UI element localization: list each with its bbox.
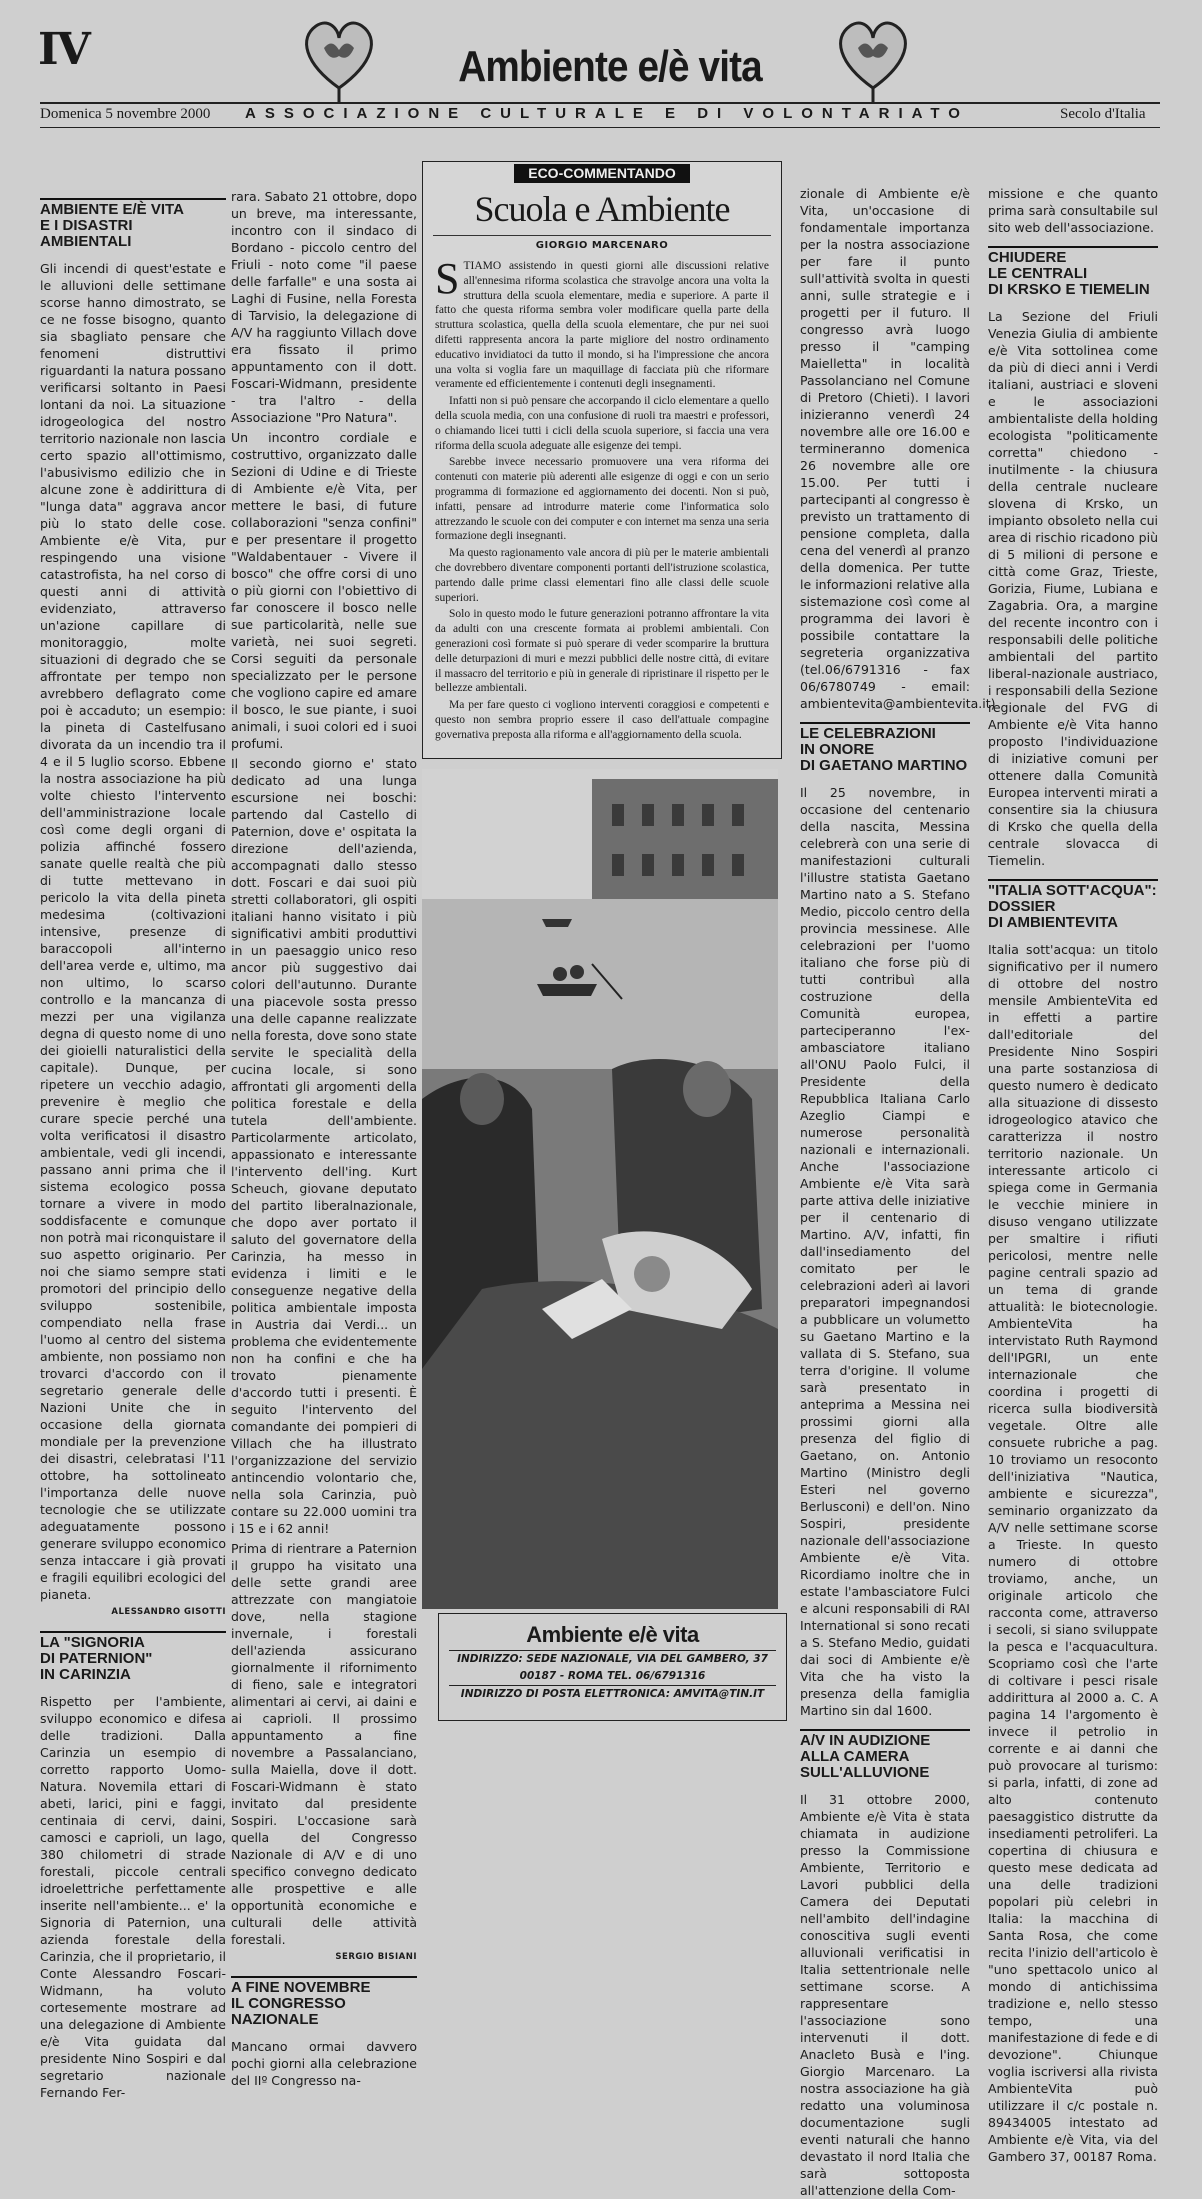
contact-title: Ambiente e/è vita [526,1622,699,1647]
article-headline: LA "SIGNORIA DI PATERNION" IN CARINZIA [40,1631,226,1683]
header-rule [40,127,1160,128]
article-headline: A/V IN AUDIZIONE ALLA CAMERA SULL'ALLUVIONE [800,1729,970,1781]
contact-address: INDIRIZZO: SEDE NAZIONALE, VIA DEL GAMBERO, 37 [449,1650,776,1668]
article-body: La Sezione del Friuli Venezia Giulia di ambiente e/è Vita sottolinea come da più di dieci anni i Verdi italiani, austriaci e sloveni e le associazioni ambientaliste della holding ecologista "politicamente corretta" chiedono - inutilmente - la chiusura della centrale nucleare slovena di Krsko, un impianto obsoleto nella cui area di rischio ricadono più di 5 milioni di persone e città come Graz, Trieste, Gorizia, Fiume, Lubiana e Zagabria. Ora, a margine del recente incontro con i responsabili delle politiche ambientali del partito liberal-nazionale austriaco, i responsabili della Sezione regionale del FVG di Ambiente e/è Vita hanno proposto l'individuazione di iniziative comuni per ottenere dalla Comunità Europea interventi mirati a consentire sia la chiusura di Krsko che quella della centrale slovacca di Tiemelin. [988,309,1158,868]
article-headline: AMBIENTE E/È VITA E I DISASTRI AMBIENTALI [40,198,226,250]
article-body: Prima di rientrare a Paternion il gruppo ha visitato una delle sette grandi aree attrezzate con mangiatoie dove, nella stagione invernale, i forestali dell'azienda assicurano giornalmente il rifornimento di fieno, sale e integratori alimentari ai cervi, ai daini e ai caprioli. Il prossimo appuntamento a fine novembre a Passalanciano, sulla Maiella, dove il dott. Foscari-Widmann è stato invitato dal presidente Sospiri. L'occasione sarà quella del Congresso Nazionale di A/V e di uno specifico convegno dedicato alle prospettive e alle opportunità economiche e culturali delle attività forestali. [231,1541,417,1947]
heart-butterfly-logo-icon [828,8,918,103]
article-body: Il 25 novembre, in occasione del centenario della nascita, Messina celebrerà con una serie di manifestazioni culturali l'illustre statista Gaetano Martino nato a S. Stefano Medio, piccolo centro della provincia messinese. Alle celebrazioni per l'uomo italiano che forse più di tutti contribuì alla costruzione della Comunità europea, parteciperanno l'ex-ambasciatore italiano all'ONU Paolo Fulci, il Presidente della Repubblica Italiana Carlo Azeglio Ciampi e numerose personalità nazionali e internazionali. Anche l'associazione Ambiente e/è Vita sarà parte attiva delle iniziative per il centenario di Martino. A/V, infatti, fin dall'insediamento del comitato per le celebrazioni aderì ai lavori preparatori impegnandosi a pubblicare un volumetto su Gaetano Martino e la vallata di S. Stefano, sua terra d'origine. Il volume sarà presentato in anteprima a Messina nei prossimi giorni alla presenza del figlio di Gaetano, on. Antonio Martino (Ministro degli Esteri nel governo Berlusconi) e dell'on. Nino Sospiri, presidente nazionale dell'associazione Ambiente e/è Vita. Ricordiamo inoltre che in estate l'ambasciatore Fulci e alcuni responsabili di RAI International si sono recati a S. Stefano Medio, guidati dai soci di Ambiente e/è Vita che ha visto la presenza della famiglia Martino sin dal 1600. [800,785,970,1718]
editorial-box [422,161,782,759]
section-tag: ECO-COMMENTANDO [514,164,690,183]
article-body: Il secondo giorno e' stato dedicato ad una lunga escursione nei boschi: partendo dal Castello di Paternion, dove e' ospitata la direzione dell'azienda, accompagnati dallo stesso dott. Foscari e dai suoi più stretti collaboratori, gli ospiti italiani hanno visitato i più significativi ambiti produttivi in un paesaggio unico reso ancor più suggestivo dai colori dell'autunno. Durante una piacevole sosta presso una delle capanne realizzate nella foresta, dove sono state servite le specialità della cucina locale, si sono affrontati gli argomenti della politica forestale e della tutela dell'ambiente. Particolarmente articolato, appassionato e interessante l'intervento dell'ing. Kurt Scheuch, giovane deputato del partito liberalnazionale, che dopo aver portato il saluto del governatore della Carinzia, ha messo in evidenza i limiti e le conseguenze negative della politica ambientale imposta in Austria dai Verdi... un problema che evidentemente non ha confini e che ha trovato pienamente d'accordo tutti i presenti. È seguito l'intervento del comandante dei pompieri di Villach che ha illustrato l'organizzazione del servizio antincendio volontario che, nella sola Carinzia, può contare su 22.000 uomini tra i 15 e i 62 anni! [231,756,417,1536]
association-banner: ASSOCIAZIONE CULTURALE E DI VOLONTARIATO [245,105,969,122]
editorial-title: Scuola e Ambiente [474,189,730,229]
editorial-author: GIORGIO MARCENARO [433,235,771,259]
editorial-body: STIAMO assistendo in questi giorni alle discussioni relative all'ennesima riforma scolastica che stravolge ancora una volta la struttura della scuola elementare, media e superiore. A parte il fatto che questa riforma sembra voler modificare quella parte della struttura scolastica, quella della scuola elementare, che pur nei suoi difetti rappresenta ancora la parte migliore del nostro ordinamento educativo invidiatoci da tutto il mondo, si ha l'impressione che ancora una volta si voglia fare un maquillage di facciata più che riformare veramente ed efficientemente i contenuti degli insegnamenti. Infatti non si può pensare che accorpando il ciclo elementare a quello della scuola media, con una confusione di ruoli tra maestri e professori, o chiamando licei tutti i cicli della scuola superiore, si faccia una vera riforma della scuola adeguate alle esigenze dei tempi. Sarebbe invece necessario promuovere una vera riforma dei contenuti con materie più aderenti alle esigenze di oggi e con un serio programma di formazione ed aggiornamento dei docenti. Non si può, infatti, pensare ad introdurre materie come l'informatica solo attrezzando le scuole con dei computer e con internet ma senza una seria formazione degli insegnanti. Ma questo ragionamento vale ancora di più per le materie ambientali che dovrebbero diventare componenti portanti dell'istruzione scolastica, partendo dalle prime classi elementari fino alle classi delle scuole superiori. Solo in questo modo le future generazioni potranno affrontare la vita da adulti con una crescente formata ai problemi ambientali. Con generazioni così formate si può sperare di veder scomparire la bruttura delle deturpazioni di muri e mezzi pubblici delle nostre città, di evitare il massacro del territorio e più in generale di ripristinare il rispetto per le bellezze ambientali. Ma per fare questo ci vogliono interventi coraggiosi e competenti e questo non sembra proprio essere il caso dell'attuale compagine governativa preposta alla riforma e all'aggiornamento della scuola. [435,254,769,741]
heart-butterfly-logo-icon [294,8,384,103]
column-5 [988,185,1158,2164]
column-1 [40,198,227,2100]
article-body: rara. Sabato 21 ottobre, dopo un breve, ma interessante, incontro con il sindaco di Bordano - piccolo centro del Friuli - noto come "il paese delle farfalle" e una sosta ai Laghi di Fusine, nella Foresta di Tarvisio, la delegazione di A/V ha raggiunto Villach dove era fissato il primo appuntamento con il dott. Foscari-Widmann, presidente - tra l'altro - della Associazione "Pro Natura". [231,189,417,425]
article-body: Un incontro cordiale e costruttivo, organizzato dalle Sezioni di Udine e di Trieste di Ambiente e/è Vita, per mettere le basi, di future collaborazioni "senza confini" e per presentare il progetto "Waldabentauer - Vivere il bosco" che offre corsi di uno o più giorni con l'obiettivo di far conoscere il bosco nelle sue particolarità, nelle sue varietà, nei suoi segreti. Corsi seguiti da personale specializzato per le persone che vogliono capire ed amare il bosco, le sue piante, i suoi animali, i suoi colori ed i suoi profumi. [231,430,417,751]
article-body: zionale di Ambiente e/è Vita, un'occasione di fondamentale importanza per la nostra associazione per fare il punto sull'attività svolta in questi anni, sulle strategie e i progetti per il futuro. Il congresso avrà luogo presso il "camping Maielletta" in località Passolanciano nel Comune di Pretoro (Chieti). I lavori inizieranno venerdì 24 novembre alle ore 16.00 e termineranno domenica 26 novembre alle ore 15.00. Per tutti i partecipanti al congresso è previsto un trattamento di pensione completa, dalla cena del venerdì al pranzo della domenica. Per tutte le informazioni relative alla sistemazione così come al programma dei lavori è possibile contattare la segreteria organizzativa (tel.06/6791316 - fax 06/6780749 - email: ambientevita@ambientevita.it) [800,186,996,711]
column-4 [800,185,996,2198]
article-body: Il 31 ottobre 2000, Ambiente e/è Vita è stata chiamata in audizione presso la Commissione Ambiente, Territorio e Lavori pubblici della Camera dei Deputati nell'ambito dell'indagine conoscitiva sugli eventi alluvionali verificatisi in Italia settentrionale nelle settimane scorse. A rappresentare l'associazione sono intervenuti il dott. Anacleto Busà e l'ing. Giorgio Marcenaro. La nostra associazione ha già redatto una voluminosa documentazione sugli eventi naturali che hanno devastato il nord Italia che sarà sottoposta all'attenzione della Com- [800,1792,970,2198]
dateline: Domenica 5 novembre 2000 [40,106,211,122]
article-body: Mancano ormai davvero pochi giorni alla celebrazione del IIº Congresso na- [231,2039,417,2088]
column-2 [231,188,417,2088]
article-body: Italia sott'acqua: un titolo significativo per il numero di ottobre del nostro mensile AmbienteVita ed in effetti a partire dall'editoriale del Presidente Nino Sospiri una parte sostanziosa di questo numero è dedicato alla situazione di dissesto idrogeologico atavico che caratterizza il nostro territorio nazionale. Un interessante articolo ci spiega come in Germania le vecchie miniere in disuso vengano utilizzate per smaltire i rifiuti pericolosi, mentre nelle pagine centrali spazio ad un tema di grande attualità: le biotecnologie. AmbienteVita ha intervistato Ruth Raymond dell'IPGRI, un ente internazionale che coordina i progetti di ricerca sulla biodiversità vegetale. Oltre alle consuete rubriche a pag. 10 troviamo un resoconto dell'iniziativa "Nautica, ambiente e sicurezza", seminario organizzato da A/V nelle settimane scorse a Trieste. In questo numero di ottobre troviamo, anche, un originale articolo che racconta come, attraverso i secoli, si siano sviluppate la pesca e l'acquacultura. Scopriamo così che l'arte di coltivare i pesci risale addirittura al 2000 a. C. A pagina 14 l'argomento è invece il petrolio in corrente e ai danni che può provocare al turismo: si parla, infatti, di zone ad alto contenuto paesaggistico distrutte da insediamenti petroliferi. La copertina di chiusura e questo mese dedicata ad una delle tradizioni popolari più celebri in Italia: la macchina di Santa Rosa, che come recita l'inizio dell'articolo è "uno spettacolo unico al mondo di antichissima tradizione e, nello stesso tempo, una manifestazione di fede e di devozione". Chiunque voglia iscriversi alla rivista AmbienteVita può utilizzare il c/c postale n. 89434005 intestato ad Ambiente e/è Vita, via del Gambero 37, 00187 Roma. [988,942,1158,2164]
article-author: ALESSANDRO GISOTTI [111,1607,226,1617]
article-headline: "ITALIA SOTT'ACQUA": DOSSIER DI AMBIENTEVITA [988,879,1158,931]
contact-email: INDIRIZZO DI POSTA ELETTRONICA: AMVITA@TIN.IT [449,1685,776,1703]
article-body: missione e che quanto prima sarà consultabile sul sito web dell'associazione. [988,186,1158,235]
top-rule [40,102,1160,104]
contact-phone: 00187 - ROMA TEL. 06/6791316 [519,1670,706,1682]
article-body: Rispetto per l'ambiente, sviluppo economico e difesa delle tradizioni. Dalla Carinzia un esempio di corretto rapporto Uomo-Natura. Novemila ettari di abeti, larici, pini e faggi, centinaia di cervi, daini, camosci e caprioli, un lago, 380 chilometri di strade forestali, piccole centrali idroelettriche perfettamente inserite nell'ambiente... e' la Signoria di Paternion, una azienda forestale della Carinzia, che il proprietario, il Conte Alessandro Foscari-Widmann, ha voluto cortesemente mostrare ad una delegazione di Ambiente e/è Vita guidata dal presidente Nino Sospiri e dal segretario nazionale Fernando Fer- [40,1694,226,2100]
article-headline: LE CELEBRAZIONI IN ONORE DI GAETANO MARTINO [800,722,970,774]
article-headline: A FINE NOVEMBRE IL CONGRESSO NAZIONALE [231,1976,417,2028]
drop-cap: S [435,254,460,303]
flood-photo [422,769,778,1609]
article-body: Gli incendi di quest'estate e le alluvioni delle settimane scorse hanno dimostrato, se ce ne fosse bisogno, quanto sia sbagliato pensare che fenomeni distruttivi riguardanti la natura possano verificarsi soltanto in Paesi lontani da noi. La situazione idrogeologica del nostro territorio nazionale non lascia certo spazio all'ottimismo, l'abusivismo edilizio che in alcune zone è addirittura di "lunga data" aggrava ancor più lo stato delle cose. Ambiente e/è Vita, pur respingendo una visione catastrofista, ha nel corso di questi anni di attività evidenziato, attraverso un'azione capillare di monitoraggio, molte situazioni di degrado che se affrontate per tempo non avrebbero deflagrato come poi è accaduto; un esempio: la pineta di Castelfusano divorata da un incendio tra il 4 e il 5 luglio scorso. Ebbene la nostra associazione ha più volte chiesto l'intervento dell'amministrazione locale così come degli organi di polizia affinché fossero sanate quelle realtà che più di tutte mettevano in pericolo la vita della pineta medesima (coltivazioni intensive, presenze di baraccopoli all'interno dell'area verde e, ultimo, ma non ultimo, lo scarso controllo e la mancanza di mezzi per una vigilanza degna di questo nome di uno dei gioielli naturalistici della capitale). Dunque, per ripetere un vecchio adagio, prevenire è meglio che curare specie perché una volta verificatosi il disastro ambientale, vedi gli incendi, passano anni prima che il sistema ecologico possa tornare a vivere in modo soddisfacente e comunque non potrà mai riconquistare il suo aspetto originario. Per noi che siamo sempre stati promotori del principio dello sviluppo sostenibile, compendiato nella frase l'uomo al centro del sistema ambiente, non possiamo non trovarci d'accordo con il segretario generale delle Nazioni Unite che in occasione della giornata mondiale per la prevenzione dei disastri, celebratasi l'11 ottobre, ha sottolineato l'importanza delle nuove tecnologie che se utilizzate adeguatamente possono generare sviluppo economico senza intaccare i già provati e fragili equilibri ecologici del pianeta. [40,261,227,1602]
masthead-title: Ambiente e/è vita [458,42,762,91]
newspaper-name: Secolo d'Italia [1060,106,1146,122]
contact-box [438,1613,787,1721]
page-number: IV [38,24,89,75]
article-author: SERGIO BISIANI [335,1952,417,1962]
article-headline: CHIUDERE LE CENTRALI DI KRSKO E TIEMELIN [988,246,1158,298]
